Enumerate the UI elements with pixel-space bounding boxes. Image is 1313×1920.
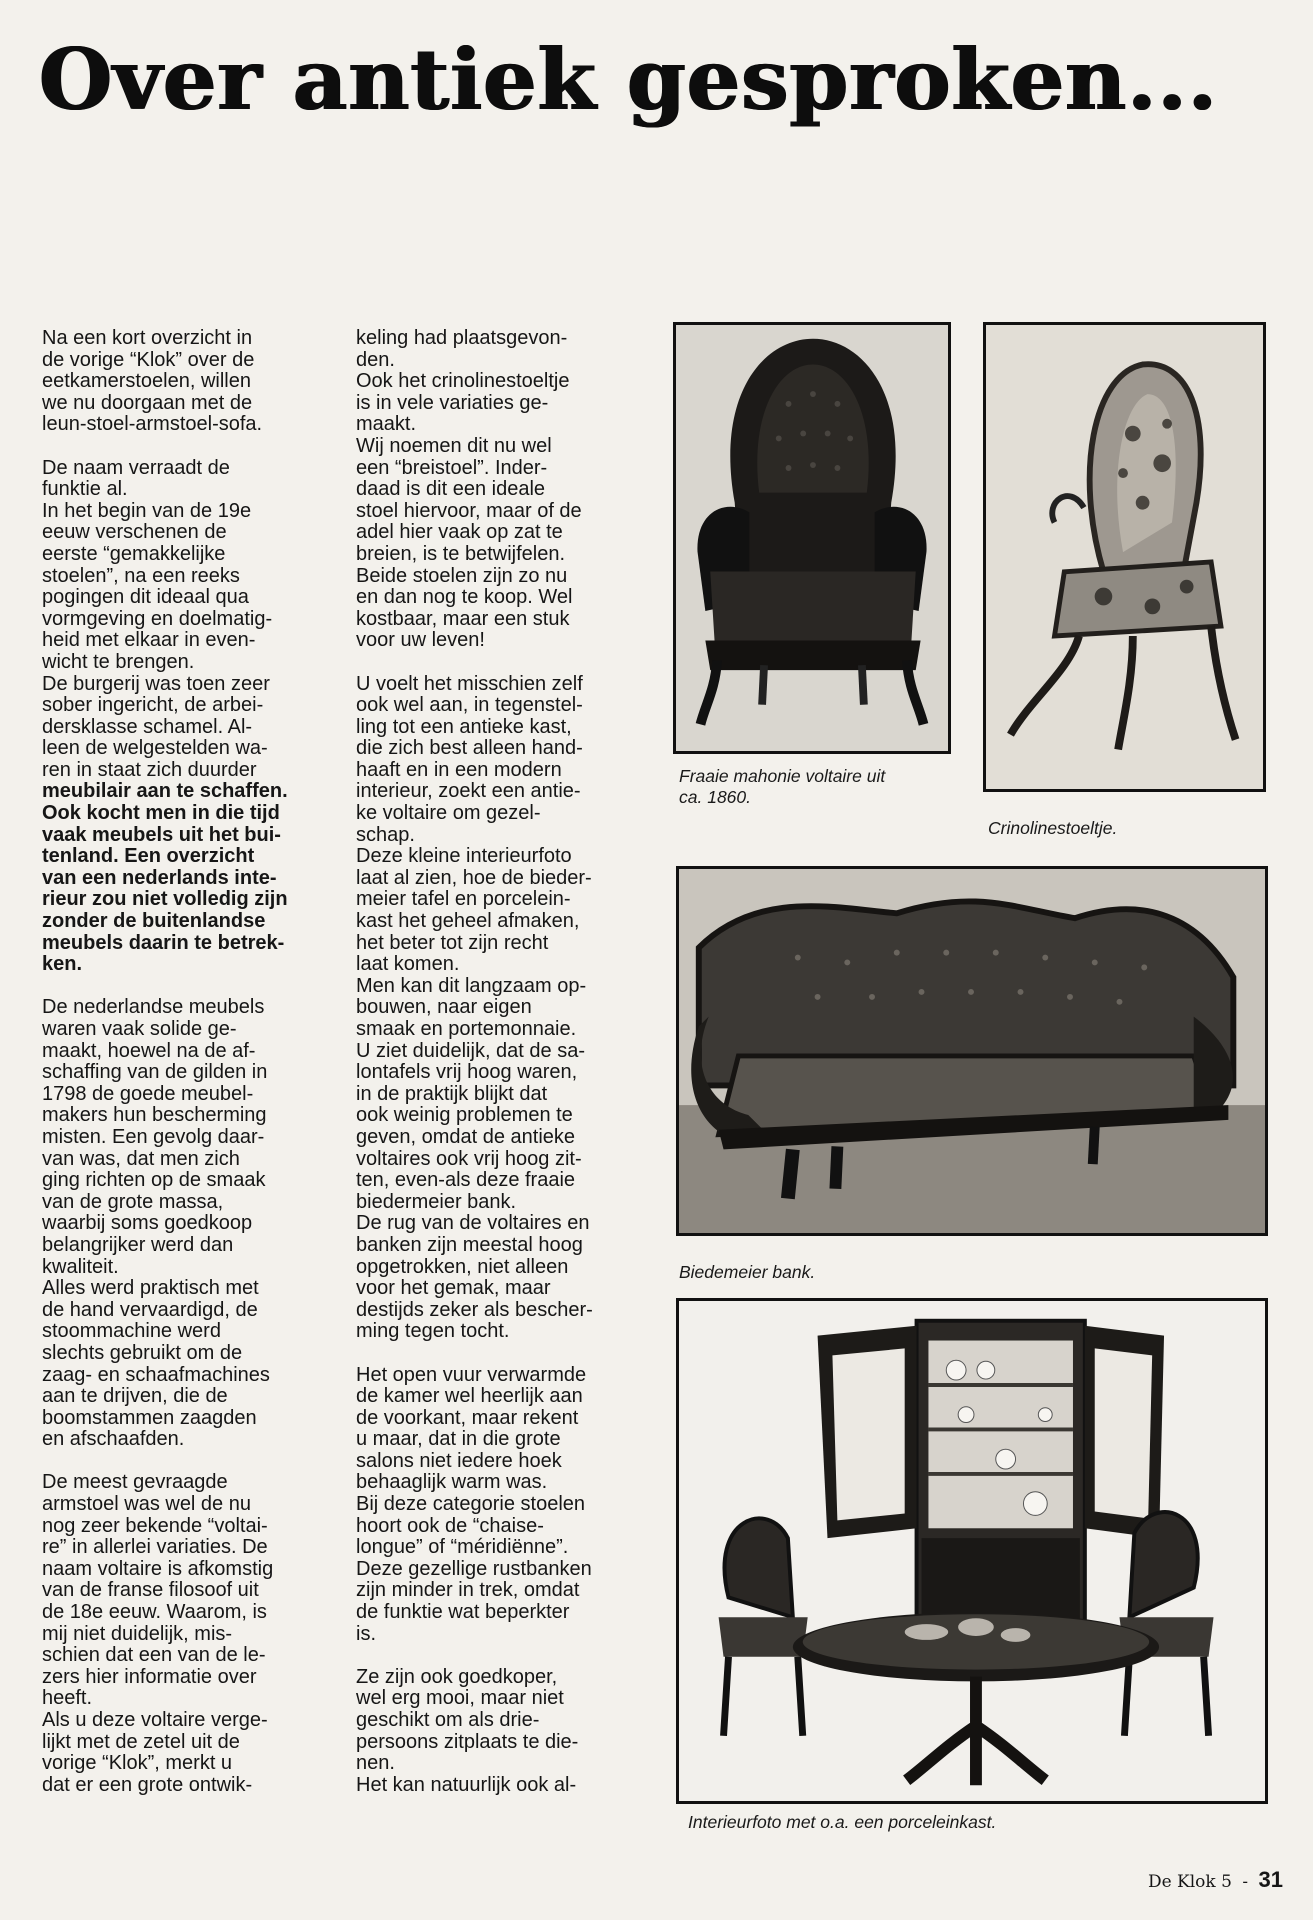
voltaire-chair-photo: [673, 322, 951, 754]
caption-voltaire: Fraaie mahonie voltaire uit ca. 1860.: [679, 766, 886, 807]
caption-bank: Biedemeier bank.: [679, 1262, 816, 1282]
article-paragraph: De naam verraadt de funktie al. In het begin van de 19e eeuw verschenen de eerste “gemakkelijke stoelen”, na een reeks pogingen dit ideaal qua vormgeving en doelmatig- heid met elkaar in even- wicht te brengen. De burgerij was toen zeer sober ingericht, de arbei- dersklasse schamel. Al- leen de welgestelden wa- ren in staat zich duurder: [42, 456, 273, 781]
article-paragraph: Ze zijn ook goedkoper, wel erg mooi, maar niet geschikt om als drie- persoons zitplaats te die- nen. Het kan natuurlijk ook al-: [356, 1665, 579, 1796]
interior-porcelain-cabinet-photo: [676, 1298, 1268, 1804]
article-paragraph: keling had plaatsgevon- den. Ook het crinolinestoeltje is in vele variaties ge- maakt. Wij noemen dit nu wel een “breistoel”. Inder- daad is dit een ideale stoel hiervoor, maar of de adel hier vaak op zat te breien, is te betwijfelen. Beide stoelen zijn zo nu en dan nog te koop. Wel kostbaar, maar een stuk voor uw leven!: [356, 327, 582, 652]
article-paragraph: U voelt het misschien zelf ook wel aan, in tegenstel- ling tot een antieke kast, die zich best alleen hand- haaft en in een modern interieur, zoekt een antie- ke voltaire om gezel- schap. Deze kleine interieurfoto laat al zien, hoe de bieder- meier tafel en porcelein- kast het geheel afmaken, het beter tot zijn recht laat komen. Men kan dit langzaam op- bouwen, naar eigen smaak en portemonnaie. U ziet duidelijk, dat de sa- lontafels vrij hoog waren, in de praktijk blijkt dat ook weinig problemen te geven, omdat de antieke voltaires ook vrij hoog zit- ten, even-als deze fraaie biedermeier bank. De rug van de voltaires en banken zijn meestal hoog opgetrokken, niet alleen voor het gemak, maar destijds zeker als bescher- ming tegen tocht.: [356, 672, 593, 1343]
article-paragraph: meubilair aan te schaffen. Ook kocht men in die tijd vaak meubels uit het bui- tenland. Een overzicht van een nederlands inte- rieur zou niet volledig zijn zonder de buitenlandse meubels daarin te betrek- ken.: [42, 780, 288, 976]
article-paragraph: De meest gevraagde armstoel was wel de nu nog zeer bekende “voltai- re” in allerlei variaties. De naam voltaire is afkomstig van de franse filosoof uit de 18e eeuw. Waarom, is mij niet duidelijk, mis- schien dat een van de le- zers hier informatie over heeft. Als u deze voltaire verge- lijkt met de zetel uit de vorige “Klok”, merkt u dat er een grote ontwik-: [42, 1471, 274, 1796]
article-paragraph: De nederlandse meubels waren vaak solide ge- maakt, hoewel na de af- schaffing van de gilden in 1798 de goede meubel- makers hun bescherming misten. Een gevolg daar- van was, dat men zich ging richten op de smaak van de grote massa, waarbij soms goedkoop belangrijker werd dan kwaliteit. Alles werd praktisch met de hand vervaardigd, de stoommachine werd slechts gebruikt om de zaag- en schaafmachines aan te drijven, die de boomstammen zaagden en afschaafden.: [42, 996, 270, 1451]
article-title: Over antiek gesproken...: [38, 30, 1217, 129]
article-paragraph: Het open vuur verwarmde de kamer wel heerlijk aan de voorkant, maar rekent u maar, dat in die grote salons niet iedere hoek behaaglijk warm was. Bij deze categorie stoelen hoort ook de “chaise- longue” of “méridiënne”. Deze gezellige rustbanken zijn minder in trek, omdat de funktie wat beperkter is.: [356, 1363, 592, 1645]
caption-crinoline: Crinolinestoeltje.: [988, 818, 1118, 838]
caption-interior: Interieurfoto met o.a. een porceleinkast.: [688, 1812, 997, 1832]
page-number: 31: [1258, 1867, 1283, 1892]
page-footer: [1148, 1867, 1283, 1893]
magazine-name: De Klok 5: [1147, 1872, 1232, 1892]
article-paragraph: Na een kort overzicht in de vorige “Klok” over de eetkamerstoelen, willen we nu doorgaan met de leun-stoel-armstoel-sofa.: [42, 327, 263, 436]
crinoline-chair-photo: [983, 322, 1266, 792]
text-column-2: [356, 328, 646, 1796]
text-column-1: [42, 328, 332, 1796]
biedermeier-bench-photo: [676, 866, 1268, 1236]
footer-separator: -: [1242, 1872, 1249, 1891]
